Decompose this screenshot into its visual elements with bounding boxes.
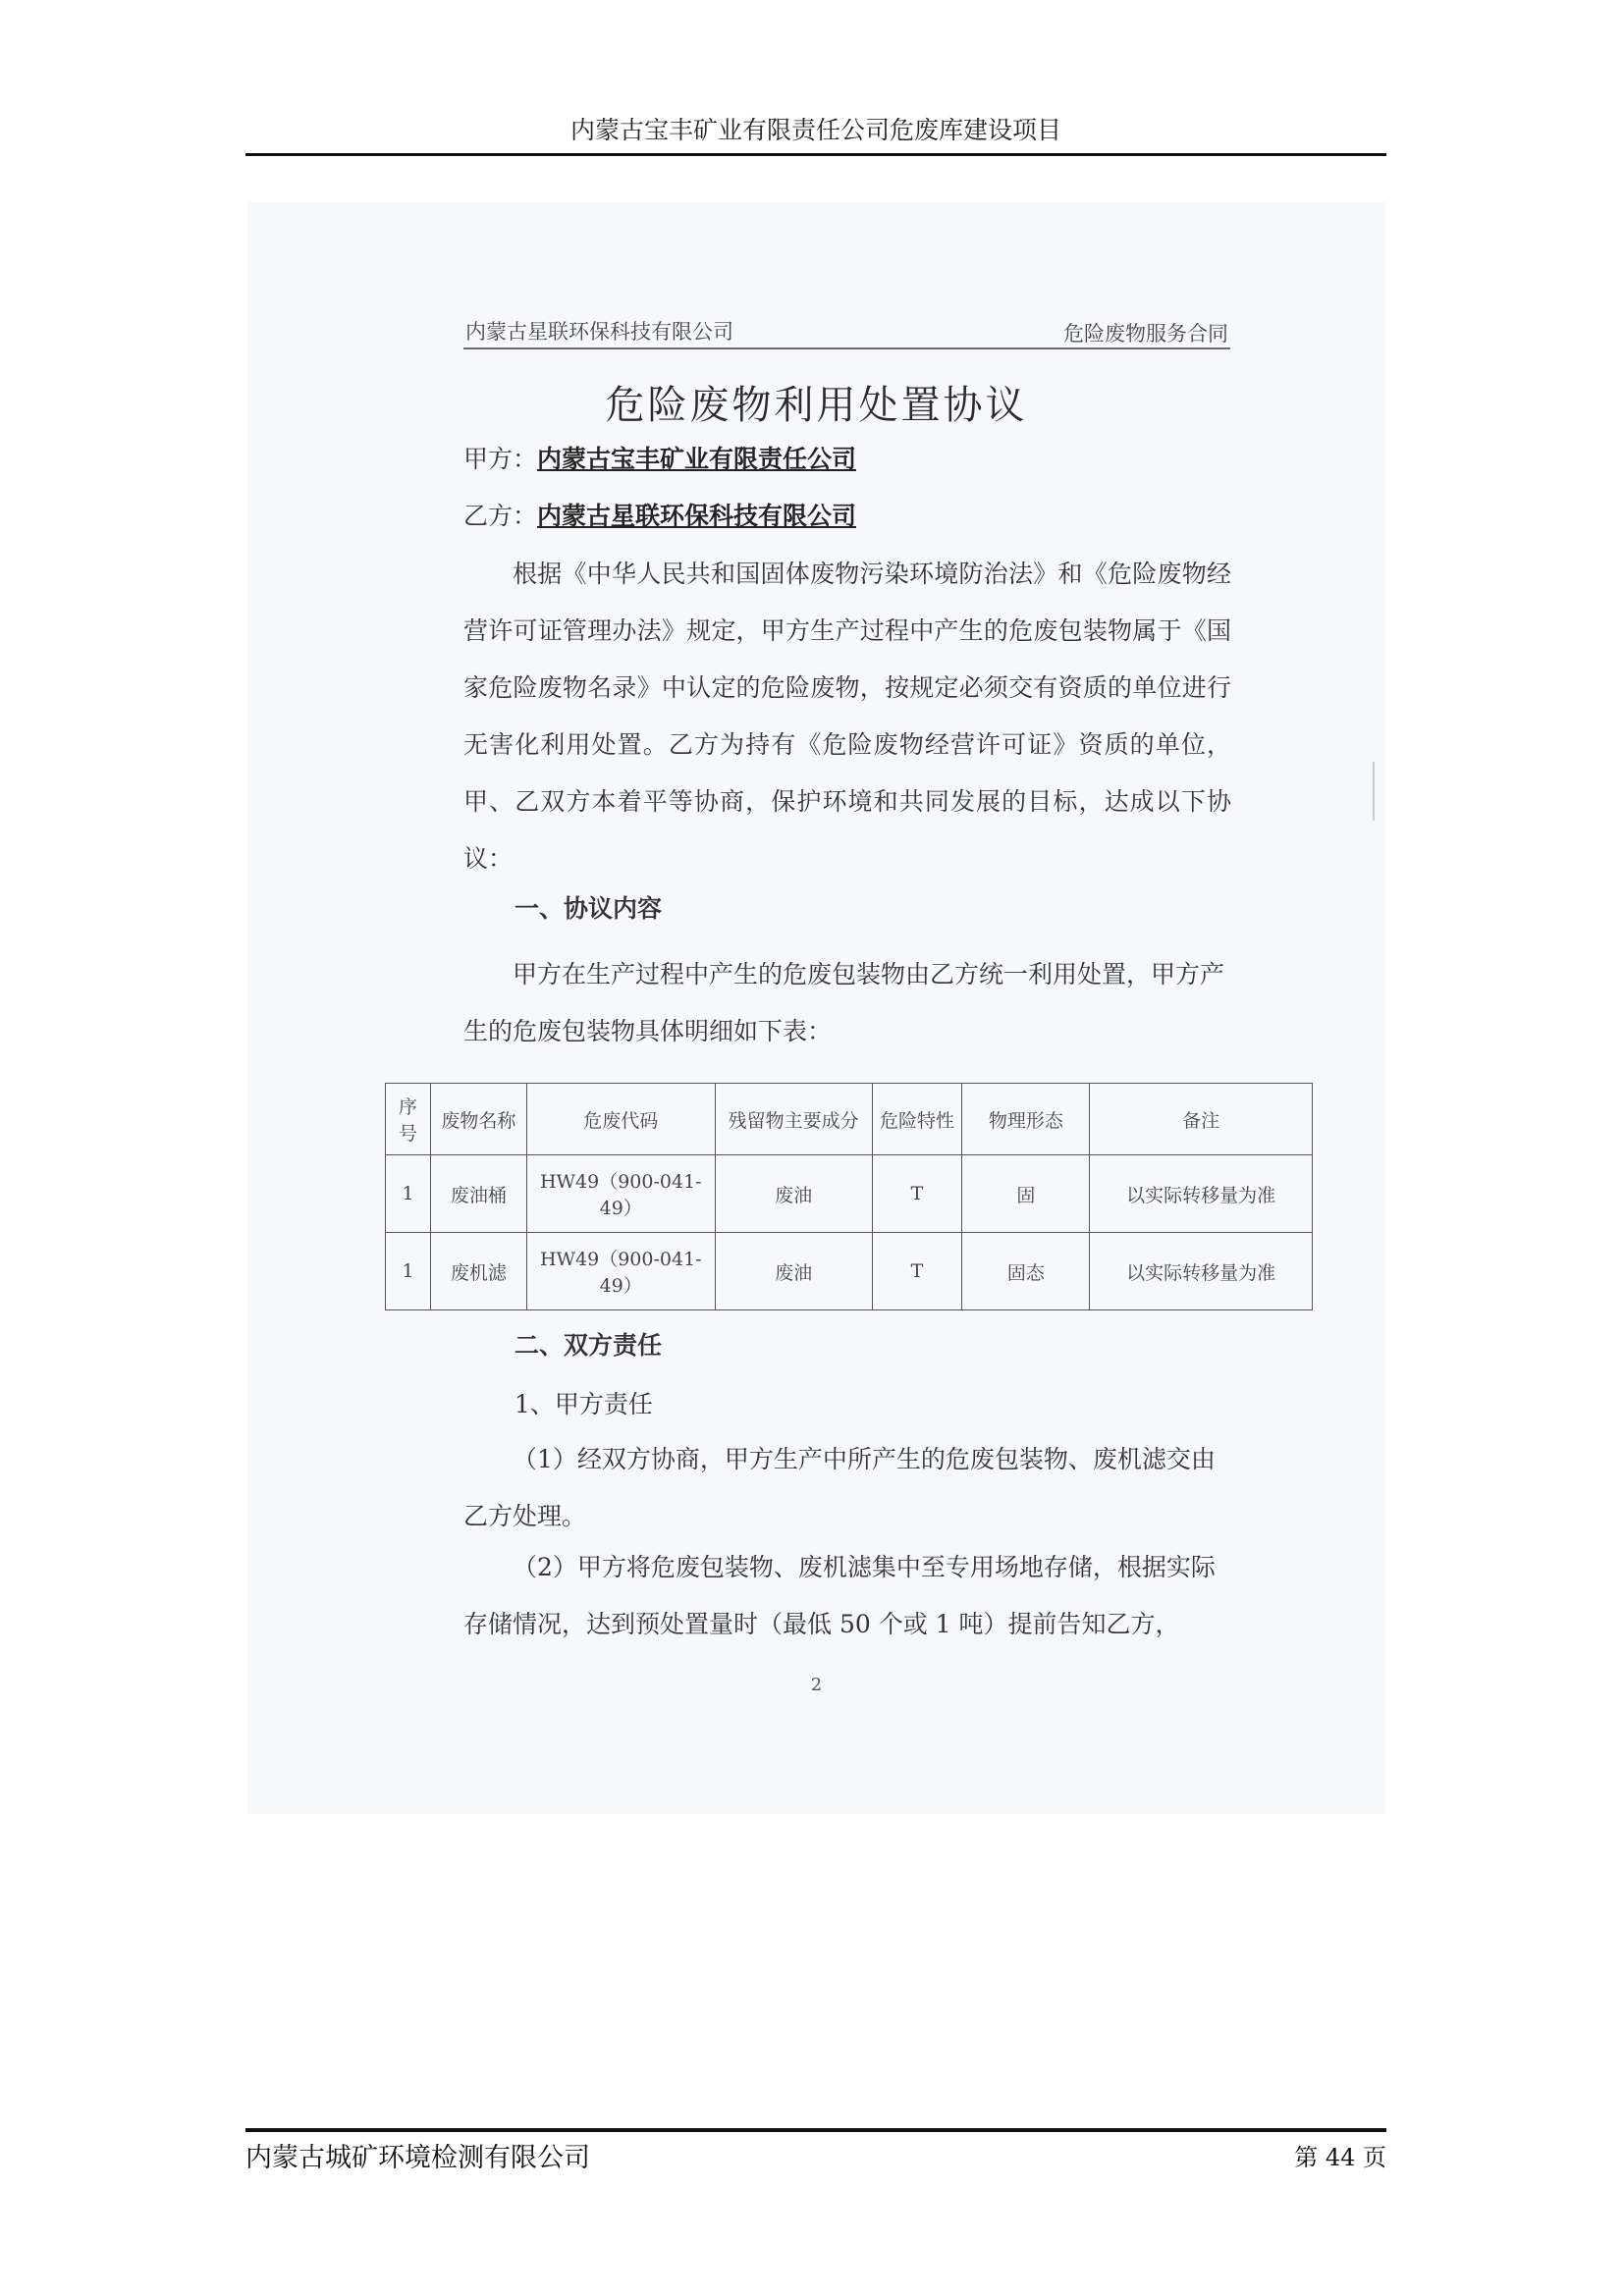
section-1-paragraph: 甲方在生产过程中产生的危废包装物由乙方统一利用处置，甲方产生的危废包装物具体明细如下表：	[463, 960, 1225, 1045]
table-header-cell: 残留物主要成分	[715, 1084, 872, 1155]
footer-divider	[245, 2128, 1386, 2132]
table-cell: 废油	[715, 1155, 872, 1233]
table-cell: T	[872, 1233, 962, 1310]
table-cell: 以实际转移量为准	[1090, 1233, 1313, 1310]
scan-company: 内蒙古星联环保科技有限公司	[465, 320, 733, 344]
party-a	[463, 440, 856, 475]
table-header-cell: 备注	[1090, 1084, 1313, 1155]
table-row	[386, 1233, 1313, 1310]
party-b	[463, 497, 856, 532]
party-a-label: 甲方：	[463, 445, 538, 473]
scan-edge-mark	[1373, 762, 1375, 821]
clause-2: （2）甲方将危废包装物、废机滤集中至专用场地存储，根据实际存储情况，达到预处置量时（最低 50 个或 1 吨）提前告知乙方，	[463, 1553, 1216, 1638]
page-header-title: 内蒙古宝丰矿业有限责任公司危废库建设项目	[569, 116, 1061, 144]
intro-paragraph: 根据《中华人民共和国固体废物污染环境防治法》和《危险废物经营许可证管理办法》规定，甲方生产过程中产生的危废包装物属于《国家危险废物名录》中认定的危险废物，按规定必须交有资质的单位进行无害化利用处置。乙方为持有《危险废物经营许可证》资质的单位，甲、乙双方本着平等协商，保护环境和共同发展的目标，达成以下协议：	[463, 560, 1231, 873]
table-cell: 废油桶	[430, 1155, 526, 1233]
party-b-name: 内蒙古星联环保科技有限公司	[537, 502, 857, 530]
party-b-label: 乙方：	[463, 502, 538, 530]
waste-table	[385, 1083, 1313, 1310]
table-header-cell: 危废代码	[526, 1084, 715, 1155]
footer-page-number: 第 44 页	[1294, 2144, 1386, 2171]
table-cell: 废油	[715, 1233, 872, 1310]
section-1-heading: 一、协议内容	[514, 894, 663, 923]
table-row	[386, 1155, 1313, 1233]
table-cell: HW49（900-041-49）	[526, 1233, 715, 1310]
table-cell: 1	[386, 1155, 431, 1233]
page-header	[245, 108, 1386, 156]
table-cell: 废机滤	[430, 1233, 526, 1310]
scanned-document	[247, 202, 1385, 1814]
document-title: 危险废物利用处置协议	[605, 383, 1028, 428]
table-cell: T	[872, 1155, 962, 1233]
table-header-cell: 序号	[386, 1084, 431, 1155]
table-header-cell: 物理形态	[962, 1084, 1090, 1155]
scan-header	[463, 310, 1230, 349]
table-cell: 固态	[962, 1233, 1090, 1310]
inner-page-number: 2	[810, 1675, 823, 1695]
table-header-row	[386, 1084, 1313, 1155]
table-cell: HW49（900-041-49）	[526, 1155, 715, 1233]
table-cell: 1	[386, 1233, 431, 1310]
table-header-cell: 废物名称	[430, 1084, 526, 1155]
section-2-heading: 二、双方责任	[514, 1331, 663, 1360]
table-cell: 固	[962, 1155, 1090, 1233]
table-cell: 以实际转移量为准	[1090, 1155, 1313, 1233]
subsection-1-heading: 1、甲方责任	[514, 1390, 653, 1418]
table-header-cell: 危险特性	[872, 1084, 962, 1155]
party-a-name: 内蒙古宝丰矿业有限责任公司	[537, 445, 857, 473]
footer-company: 内蒙古城矿环境检测有限公司	[245, 2143, 590, 2173]
scan-doc-type: 危险废物服务合同	[1063, 322, 1228, 346]
clause-1: （1）经双方协商，甲方生产中所产生的危废包装物、废机滤交由乙方处理。	[463, 1445, 1216, 1530]
